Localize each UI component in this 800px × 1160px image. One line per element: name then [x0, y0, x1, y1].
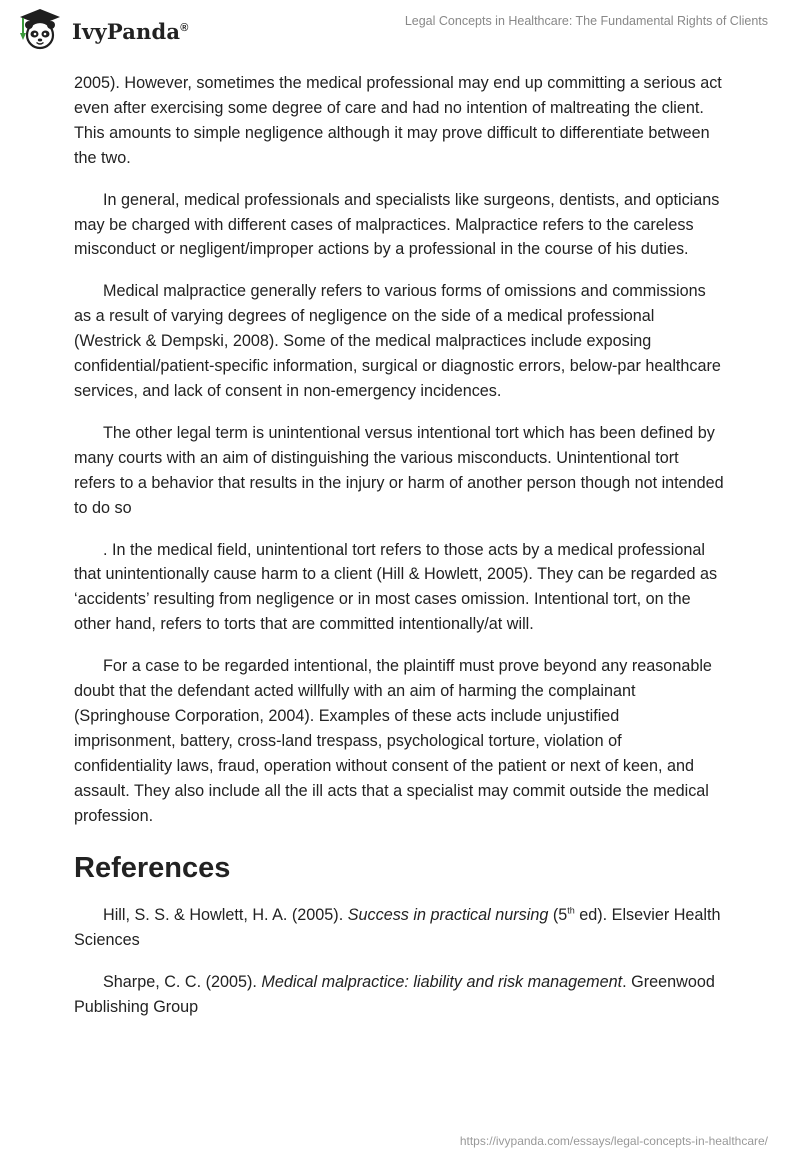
panda-icon — [14, 7, 66, 51]
document-title: Legal Concepts in Healthcare: The Fundamental Rights of Clients — [404, 14, 768, 28]
page-header — [0, 0, 800, 70]
source-url[interactable]: https://ivypanda.com/essays/legal-concepts-in-healthcare/ — [459, 1134, 768, 1148]
essay-body — [74, 71, 724, 1037]
reference-item: Hill, S. S. & Howlett, H. A. (2005). Success in practical nursing (5th ed). Elsevier Health Sciences — [74, 906, 721, 950]
paragraph: In general, medical professionals and specialists like surgeons, dentists, and opticians may be charged with different cases of malpractices. Malpractice refers to the careless misconduct or negligent/improper actions by a professional in the course of his duties. — [74, 190, 720, 259]
paragraph: . In the medical field, unintentional tort refers to those acts by a medical professional that unintentionally cause harm to a client (Hill & Howlett, 2005). They can be regarded as ‘accidents’ resulting from negligence or in most cases omission. Intentional tort, on the other hand, refers to torts that are committed intentionally/at will. — [74, 540, 718, 634]
references-heading: References — [74, 852, 231, 885]
reference-item: Sharpe, C. C. (2005). Medical malpractice: liability and risk management. Greenwood Publishing Group — [74, 973, 715, 1017]
paragraph: 2005). However, sometimes the medical professional may end up committing a serious act even after exercising some degree of care and had no intention of maltreating the client. This amounts to simple negligence although it may prove difficult to differentiate between the two. — [74, 74, 722, 167]
paragraph: Medical malpractice generally refers to various forms of omissions and commissions as a result of varying degrees of negligence on the side of a medical professional (Westrick & Dempski, 2008). Some of the medical malpractices include exposing confidential/patient-specific information, surgical or diagnostic errors, below-par healthcare services, and lack of consent in non-emergency incidences. — [74, 282, 721, 400]
paragraph: For a case to be regarded intentional, the plaintiff must prove beyond any reasonable doubt that the defendant acted willfully with an aim of harming the complainant (Springhouse Corporation, 2004). Examples of these acts include unjustified imprisonment, battery, cross-land trespass, psychological torture, violation of confidentiality laws, fraud, operation without consent of the patient or next of keen, and assault. They also include all the ill acts that a specialist may commit outside the medical profession. — [74, 657, 712, 825]
brand-name: IvyPanda® — [72, 18, 189, 44]
paragraph: The other legal term is unintentional versus intentional tort which has been defined by many courts with an aim of distinguishing the various misconducts. Unintentional tort refers to a behavior that results in the injury or harm of another person though not intended to do so — [74, 423, 724, 517]
ivypanda-logo[interactable] — [14, 7, 189, 51]
